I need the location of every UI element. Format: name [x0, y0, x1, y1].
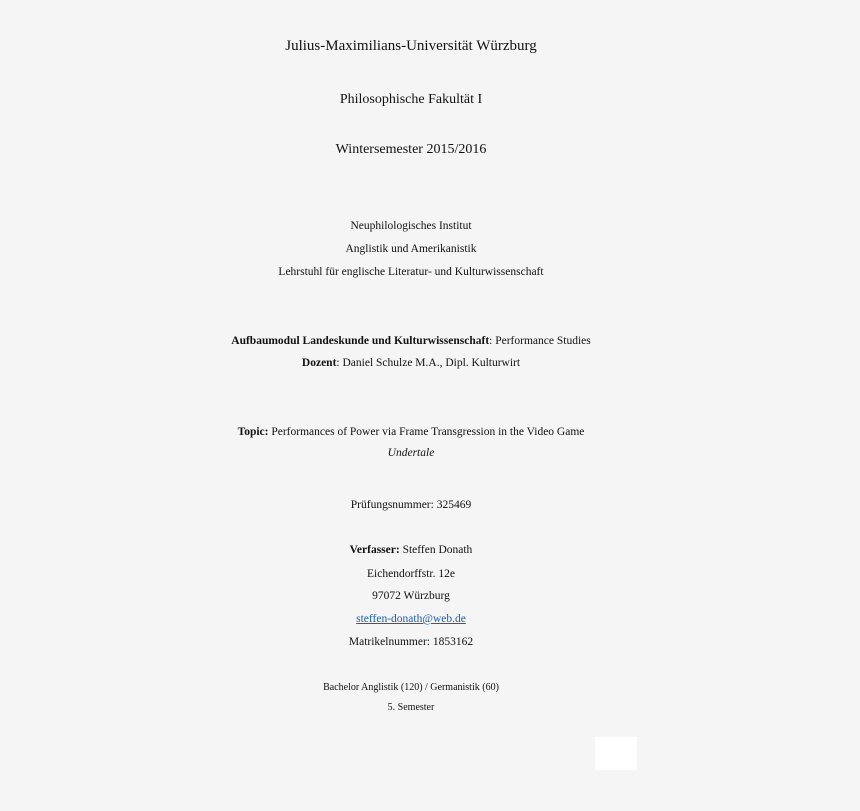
lecturer-value: : Daniel Schulze M.A., Dipl. Kulturwirt — [336, 357, 521, 369]
author-street: Eichendorffstr. 12e — [367, 568, 455, 580]
author-label: Verfasser: — [349, 544, 400, 556]
topic-text: Performances of Power via Frame Transgression in the Video Game — [268, 426, 585, 438]
author-name: Steffen Donath — [399, 544, 473, 556]
matriculation-number: Matrikelnummer: 1853162 — [348, 636, 474, 648]
lecturer-line — [0, 357, 822, 369]
semester-term: Wintersemester 2015/2016 — [335, 142, 487, 157]
game-title: Undertale — [387, 447, 435, 459]
game-title-line — [0, 447, 822, 459]
chair-name: Lehrstuhl für englische Literatur- und Kulturwissenschaft — [278, 266, 544, 278]
email-line — [0, 613, 822, 625]
institute-name: Neuphilologisches Institut — [350, 220, 472, 232]
department-name: Anglistik und Amerikanistik — [345, 243, 477, 255]
study-semester: 5. Semester — [387, 702, 435, 713]
exam-number: Prüfungsnummer: 325469 — [350, 499, 472, 511]
module-value: : Performance Studies — [489, 335, 591, 347]
module-label: Aufbaumodul Landeskunde und Kulturwissenschaft — [231, 335, 490, 347]
study-program: Bachelor Anglistik (120) / Germanistik (60) — [323, 682, 499, 693]
faculty-name: Philosophische Fakultät I — [339, 92, 483, 107]
author-city: 97072 Würzburg — [372, 590, 450, 602]
lecturer-label: Dozent — [301, 357, 337, 369]
topic-line — [0, 426, 822, 438]
university-name: Julius-Maximilians-Universität Würzburg — [285, 38, 537, 54]
author-email-link[interactable]: steffen-donath@web.de — [356, 613, 466, 625]
blank-box — [595, 737, 637, 770]
author-line — [0, 544, 822, 556]
topic-label: Topic: — [237, 426, 269, 438]
module-line — [0, 335, 822, 347]
